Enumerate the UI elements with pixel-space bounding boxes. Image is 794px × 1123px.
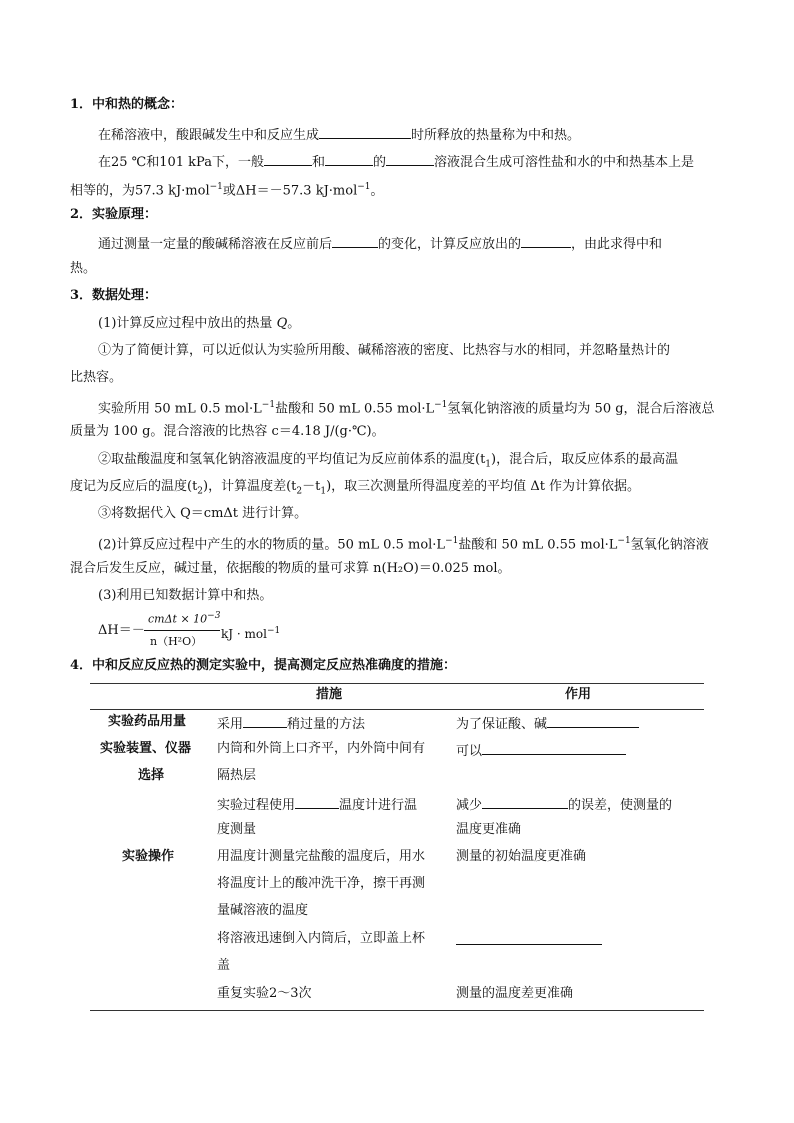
table-row: 将溶液迅速倒入内筒后，立即盖上杯 bbox=[217, 931, 426, 946]
table-row-effect bbox=[456, 930, 602, 951]
table-row-effect: 测量的温度差更准确 bbox=[456, 986, 574, 1001]
fill-blank[interactable] bbox=[332, 233, 378, 248]
fill-blank[interactable] bbox=[264, 151, 312, 166]
s3-line-9: (2)计算反应过程中产生的水的物质的量。50 mL 0.5 $mol\cdot L^{-1}$盐酸和 50 mL 0.55 $mol\cdot L^{-1}$氢氧化钠溶液 bbox=[98, 536, 709, 553]
table-header-effect: 作用 bbox=[565, 687, 592, 702]
table-row: 实验过程使用 温度计进行温 bbox=[217, 794, 417, 815]
row-label-apparatus: 实验装置、仪器 bbox=[100, 741, 192, 756]
table-row-cont: 度测量 bbox=[217, 822, 257, 837]
s3-line-6: ②取盐酸温度和氢氧化钠溶液温度的平均值记为反应前体系的温度$(t_1)$，混合后，取反应体系的最高温 bbox=[98, 452, 679, 470]
table-row: 采用 稍过量的方法 bbox=[217, 713, 365, 734]
table-row: 内筒和外筒上口齐平，内外筒中间有 bbox=[217, 741, 426, 756]
table-row-cont: 将温度计上的酸冲洗干净，擦干再测 bbox=[217, 876, 426, 891]
s3-line-10: 混合后发生反应，碱过量，依据酸的物质的量可求算 n(H₂O)＝0.025 mol。 bbox=[70, 561, 511, 576]
fill-blank[interactable] bbox=[456, 930, 602, 945]
fill-blank[interactable] bbox=[319, 124, 411, 139]
s3-line-2: ①为了简便计算，可以近似认为实验所用酸、碱稀溶液的密度、比热容与水的相同，并忽略量热计的 bbox=[98, 343, 671, 358]
table-row-cont: 量碱溶液的温度 bbox=[217, 903, 309, 918]
s3-line-5: 质量为 100 g。混合溶液的比热容 c＝4.18 J/(g·℃)。 bbox=[70, 424, 385, 439]
table-header-rule bbox=[90, 709, 704, 710]
table-row-effect: 测量的初始温度更准确 bbox=[456, 849, 587, 864]
fill-blank[interactable] bbox=[325, 151, 373, 166]
table-row-cont: 盖 bbox=[217, 958, 231, 973]
formula-numerator: $cm\Delta t \times 10^{-3}$ bbox=[148, 611, 221, 626]
section-1-title: 1．中和热的概念： bbox=[70, 97, 184, 112]
fill-blank[interactable] bbox=[386, 151, 434, 166]
row-label-operation: 实验操作 bbox=[122, 849, 175, 864]
s3-line-1: (1)计算反应过程中放出的热量 Q。 bbox=[98, 316, 301, 331]
s3-line-3: 比热容。 bbox=[70, 370, 123, 385]
s2-paragraph-1: 通过测量一定量的酸碱稀溶液在反应前后 的变化，计算反应放出的 ，由此求得中和 bbox=[98, 233, 662, 254]
s3-line-7: 度记为反应后的温度$(t_2)$，计算温度差$(t_2-t_1)$，取三次测量所得温度差的平均值 Δt 作为计算依据。 bbox=[70, 479, 641, 497]
fill-blank[interactable] bbox=[243, 713, 287, 728]
formula-unit: kJ · mol$^{-1}$ bbox=[221, 626, 281, 641]
fraction-bar bbox=[144, 630, 220, 631]
section-3-title: 3．数据处理： bbox=[70, 288, 158, 303]
s3-line-4: 实验所用 50 mL 0.5 $mol\cdot L^{-1}$盐酸和 50 mL 0.55 $mol\cdot L^{-1}$氢氧化钠溶液的质量均为 50 g，混合后溶液总 bbox=[98, 400, 715, 417]
s1-paragraph-2: 在25 ℃和101 kPa下，一般 和 的 溶液混合生成可溶性盐和水的中和热基本上是 bbox=[98, 151, 694, 172]
section-4-title: 4．中和反应反应热的测定实验中，提高测定反应热准确度的措施： bbox=[70, 658, 457, 673]
formula-denominator: n（H²O） bbox=[150, 635, 203, 648]
fill-blank[interactable] bbox=[482, 740, 626, 755]
table-row-cont: 隔热层 bbox=[217, 768, 257, 783]
table-row-effect: 为了保证酸、碱 bbox=[456, 713, 639, 734]
table-row-effect-cont: 温度更准确 bbox=[456, 822, 522, 837]
fill-blank[interactable] bbox=[295, 794, 339, 809]
table-bottom-rule bbox=[90, 1010, 704, 1011]
table-header-measure: 措施 bbox=[316, 687, 343, 702]
row-label-apparatus-2: 选择 bbox=[138, 768, 165, 783]
s3-line-11: (3)利用已知数据计算中和热。 bbox=[98, 588, 273, 603]
table-row: 用温度计测量完盐酸的温度后，用水 bbox=[217, 849, 426, 864]
table-row-effect: 减少 的误差，使测量的 bbox=[456, 794, 672, 815]
fill-blank[interactable] bbox=[482, 794, 568, 809]
s2-paragraph-2: 热。 bbox=[70, 261, 97, 276]
fill-blank[interactable] bbox=[547, 713, 639, 728]
table-row-effect: 可以 bbox=[456, 740, 626, 761]
table-row: 重复实验2～3次 bbox=[217, 986, 312, 1001]
formula-lhs: ΔH＝－ bbox=[98, 623, 145, 638]
table-top-rule bbox=[90, 683, 704, 684]
s1-paragraph-1: 在稀溶液中，酸跟碱发生中和反应生成 时所释放的热量称为中和热。 bbox=[98, 124, 580, 145]
s3-line-8: ③将数据代入 Q＝cmΔt 进行计算。 bbox=[98, 506, 308, 521]
row-label-reagent: 实验药品用量 bbox=[108, 714, 187, 729]
fill-blank[interactable] bbox=[521, 233, 571, 248]
section-2-title: 2．实验原理： bbox=[70, 207, 158, 222]
s1-paragraph-3: 相等的，为57.3 kJ·mol$^{-1}$或ΔH＝－57.3 kJ·mol$^{-1}$。 bbox=[70, 182, 384, 199]
